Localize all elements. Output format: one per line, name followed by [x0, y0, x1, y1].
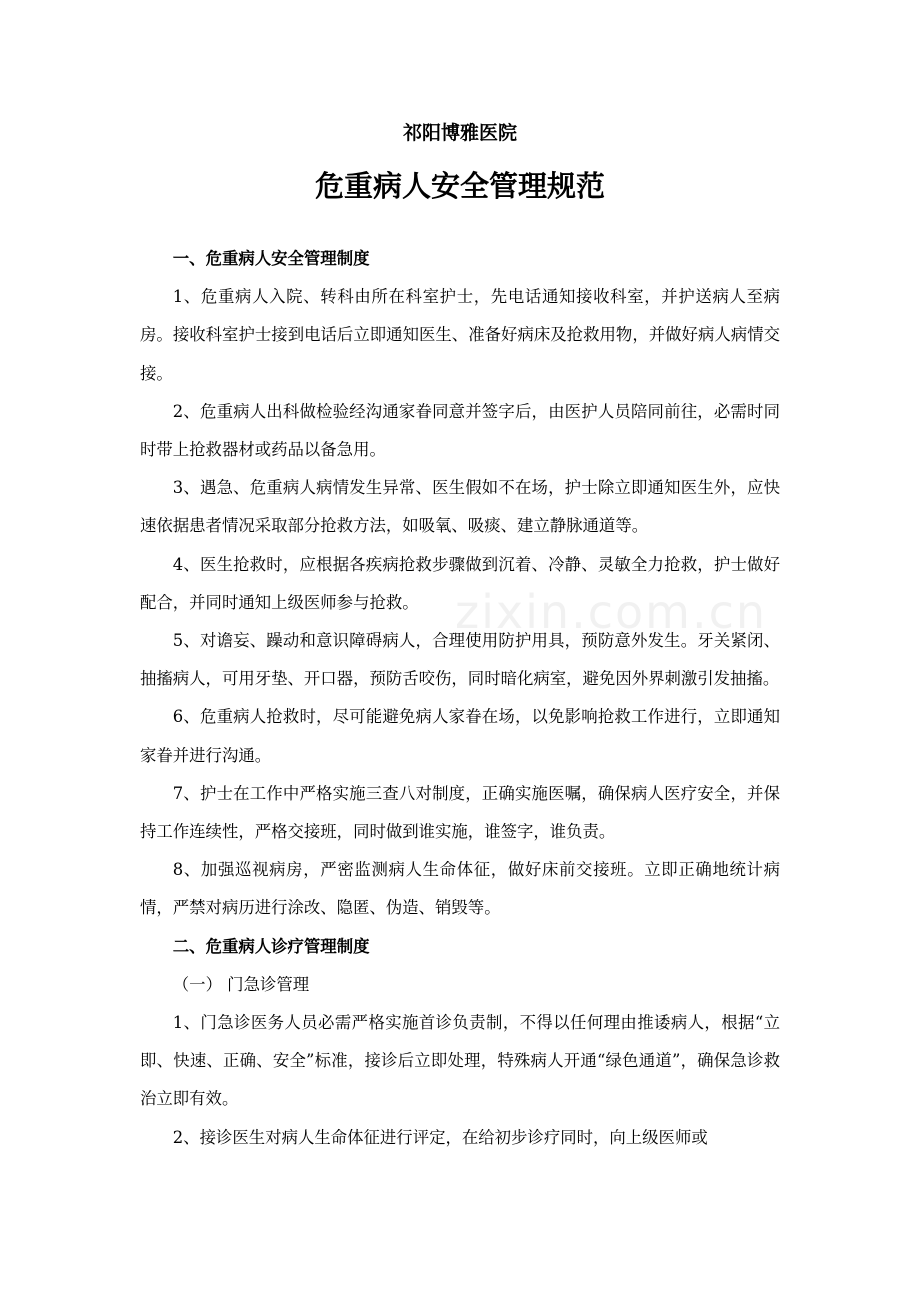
section-heading-2: 二、危重病人诊疗管理制度	[172, 936, 370, 956]
subsection-heading: （一） 门急诊管理	[172, 974, 310, 994]
paragraph: 2、接诊医生对病人生命体征进行评定，在给初步诊疗同时，向上级医师或	[172, 1127, 708, 1147]
paragraph: 1、危重病人入院、转科由所在科室护士，先电话通知接收科室，并护送病人至病房。接收科室护士接到电话后立即通知医生、准备好病床及抢救用物，并做好病人病情交接。	[140, 287, 780, 383]
paragraph: 7、护士在工作中严格实施三查八对制度，正确实施医嘱，确保病人医疗安全，并保持工作连续性，严格交接班，同时做到谁实施，谁签字，谁负责。	[140, 783, 780, 842]
document-title: 危重病人安全管理规范	[314, 169, 605, 203]
watermark: zixin.com.cn	[455, 585, 768, 639]
paragraph: 4、医生抢救时，应根据各疾病抢救步骤做到沉着、冷静、灵敏全力抢救，护士做好配合，并同时通知上级医师参与抢救。	[140, 554, 780, 612]
section-heading-1: 一、危重病人安全管理制度	[172, 249, 370, 268]
hospital-name: 祁阳博雅医院	[402, 122, 517, 144]
paragraph: 2、危重病人出科做检验经沟通家眷同意并签字后，由医护人员陪同前往，必需时同时带上抢救器材或药品以备急用。	[140, 401, 780, 460]
paragraph: 1、门急诊医务人员必需严格实施首诊负责制，不得以任何理由推诿病人，根据“立即、快速、正确、安全”标准，接诊后立即处理，特殊病人开通“绿色通道”，确保急诊救治立即有效。	[140, 1013, 780, 1109]
paragraph: 3、遇急、危重病人病情发生异常、医生假如不在场，护士除立即通知医生外，应快速依据患者情况采取部分抢救方法，如吸氧、吸痰、建立静脉通道等。	[140, 478, 780, 536]
paragraph: 8、加强巡视病房，严密监测病人生命体征，做好床前交接班。立即正确地统计病情，严禁对病历进行涂改、隐匿、伪造、销毁等。	[140, 860, 780, 918]
paragraph: 5、对谵妄、躁动和意识障碍病人，合理使用防护用具，预防意外发生。牙关紧闭、抽搐病人，可用牙垫、开口器，预防舌咬伤，同时暗化病室，避免因外界刺激引发抽搐。	[140, 631, 780, 689]
paragraph: 6、危重病人抢救时，尽可能避免病人家眷在场，以免影响抢救工作进行，立即通知家眷并进行沟通。	[140, 707, 780, 765]
document-body	[140, 240, 780, 1157]
